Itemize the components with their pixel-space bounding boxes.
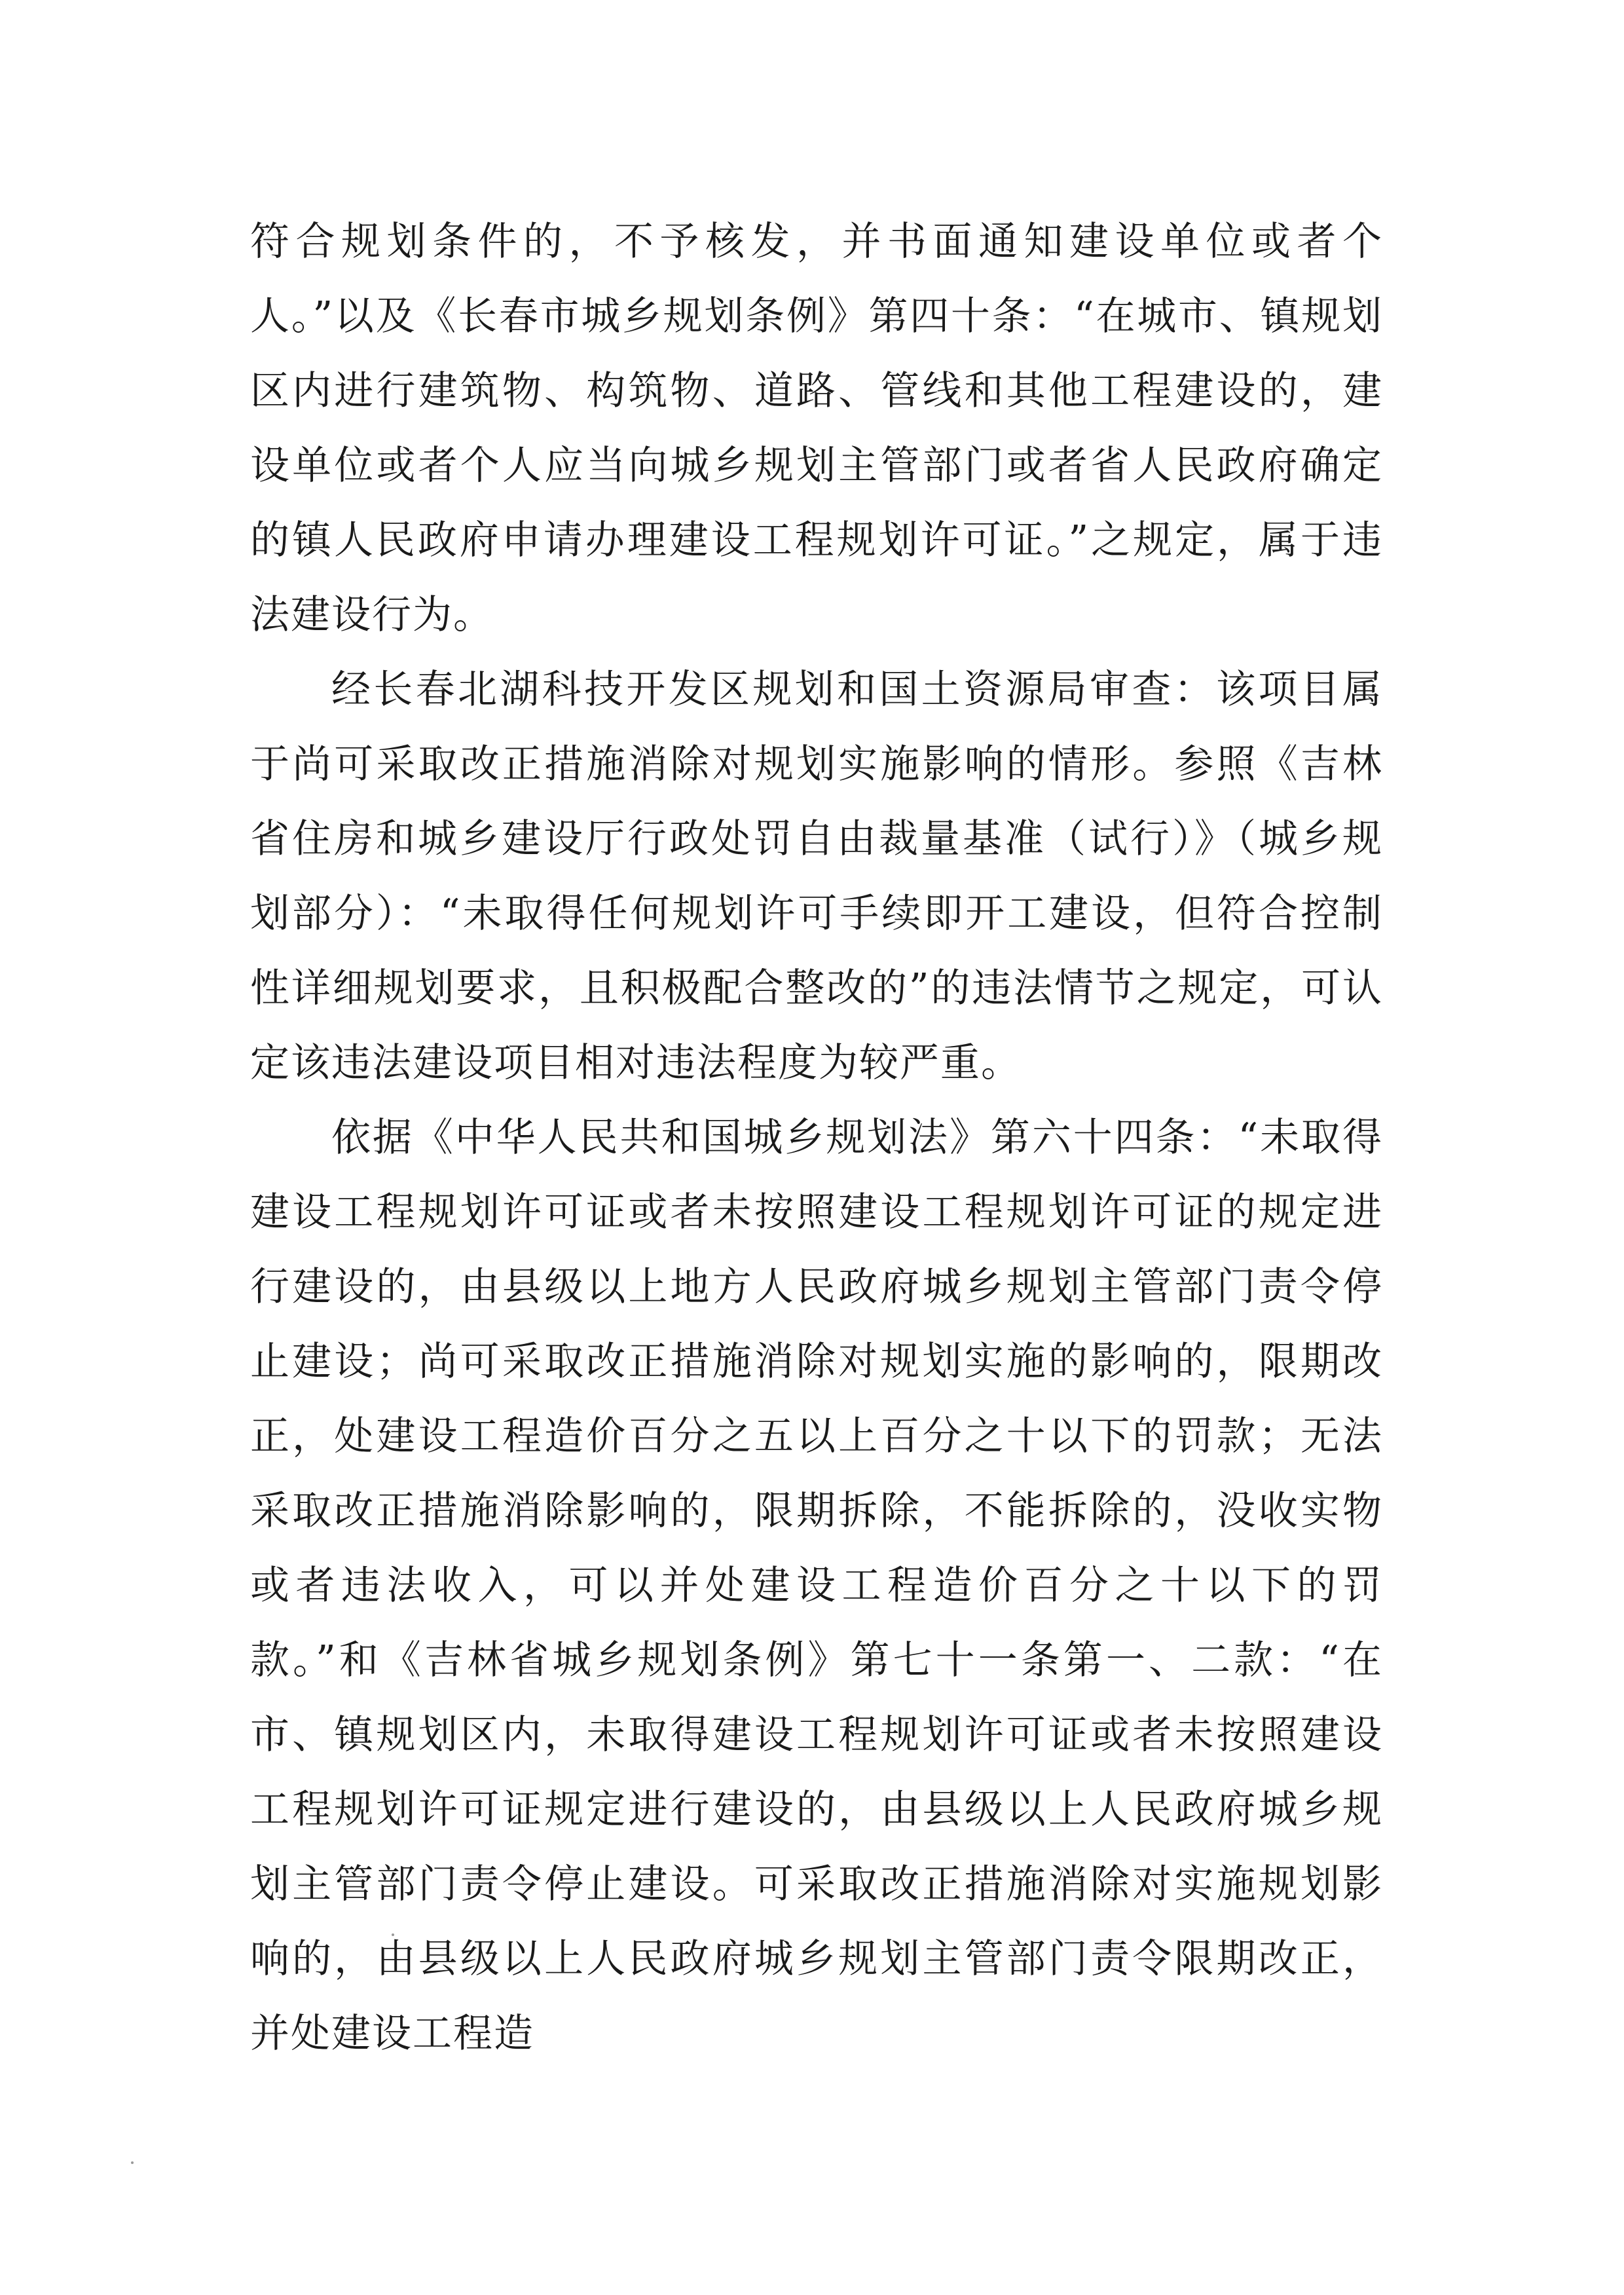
paragraph-2: 经长春北湖科技开发区规划和国土资源局审查：该项目属于尚可采取改正措施消除对规划实施影响的情形。参照《吉林省住房和城乡建设厅行政处罚自由裁量基准（试行）》（城乡规划部分）：“未取得任何规划许可手续即开工建设，但符合控制性详细规划要求，且积极配合整改的”的违法情节之规定，可认定该违法建设项目相对违法程度为较严重。: [250, 667, 1383, 1086]
document-body: [250, 204, 1383, 2071]
paragraph-1: 符合规划条件的，不予核发，并书面通知建设单位或者个人。”以及《长春市城乡规划条例》第四十条：“在城市、镇规划区内进行建筑物、构筑物、道路、管线和其他工程建设的，建设单位或者个人应当向城乡规划主管部门或者省人民政府确定的镇人民政府申请办理建设工程规划许可证。”之规定，属于违法建设行为。: [250, 219, 1383, 638]
paragraph-3: 依据《中华人民共和国城乡规划法》第六十四条：“未取得建设工程规划许可证或者未按照建设工程规划许可证的规定进行建设的，由县级以上地方人民政府城乡规划主管部门责令停止建设；尚可采取改正措施消除对规划实施的影响的，限期改正，处建设工程造价百分之五以上百分之十以下的罚款；无法采取改正措施消除影响的，限期拆除，不能拆除的，没收实物或者违法收入，可以并处建设工程造价百分之十以下的罚款。”和《吉林省城乡规划条例》第七十一条第一、二款：“在市、镇规划区内，未取得建设工程规划许可证或者未按照建设工程规划许可证规定进行建设的，由县级以上人民政府城乡规划主管部门责令停止建设。可采取改正措施消除对实施规划影响的，由县级以上人民政府城乡规划主管部门责令限期改正，并处建设工程造: [250, 1115, 1383, 2057]
scan-speck: [131, 2161, 134, 2164]
scan-speck: [392, 1933, 394, 1936]
